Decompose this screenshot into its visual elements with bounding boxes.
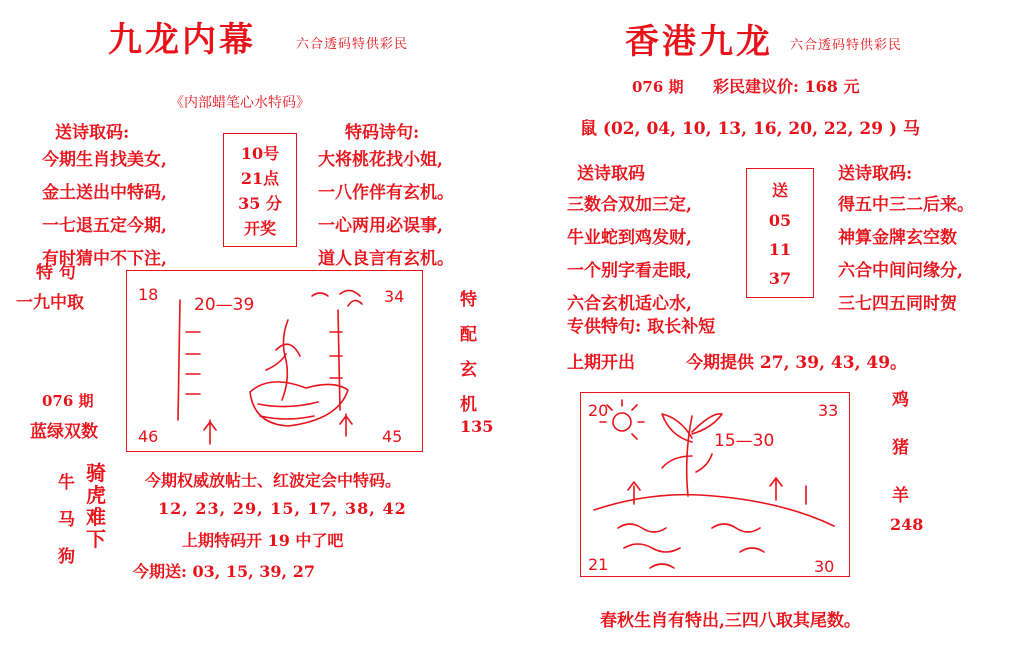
drawing-number: 15—30	[714, 431, 775, 451]
side-zodiac: 鸡	[892, 390, 909, 410]
bold-char: 虎	[86, 483, 106, 507]
right-footer: 春秋生肖有特出,三四八取其尾数。	[600, 611, 861, 631]
left-numbers-line: 12, 23, 29, 15, 17, 38, 42	[158, 499, 407, 518]
zodiac-char: 狗	[58, 547, 75, 567]
right-poem-line: 三数合双加三定,	[567, 195, 692, 215]
right-side-zodiacs	[892, 385, 909, 506]
right-period: 076 期	[632, 78, 684, 96]
drawing-number: 21	[588, 555, 609, 574]
left-color-hint: 蓝绿双数	[30, 422, 98, 442]
left-poem-right-line: 一心两用必误事,	[318, 216, 443, 236]
right-zodiac-line: 鼠 (02, 04, 10, 13, 16, 20, 22, 29 ) 马	[580, 119, 920, 139]
box-line: 05	[768, 211, 792, 230]
drawing-number: 30	[814, 557, 835, 576]
drawing-number: 34	[384, 287, 405, 306]
sun-doodle	[613, 413, 631, 431]
side-char: 玄	[460, 360, 477, 380]
right-poem-line: 一个别字看走眼,	[567, 261, 692, 281]
right-poem-right-line: 神算金牌玄空数	[838, 228, 957, 248]
bold-char: 难	[86, 505, 106, 529]
side-zodiac: 猪	[892, 438, 909, 458]
left-poem	[42, 145, 167, 269]
box-line: 11	[768, 240, 792, 259]
left-poem-right-line: 大将桃花找小姐,	[318, 150, 443, 170]
box-line: 37	[768, 269, 792, 288]
right-price: 彩民建议价: 168 元	[713, 77, 860, 96]
grass-doodle	[628, 478, 806, 504]
right-subtitle: 六合透码特供彩民	[790, 38, 903, 53]
right-side-number: 248	[890, 515, 924, 534]
side-char: 机	[460, 395, 477, 415]
bold-char: 下	[86, 527, 106, 551]
box-line: 开奖	[243, 219, 276, 238]
right-title: 香港九龙	[625, 22, 773, 62]
left-bold-vertical	[86, 462, 106, 550]
drawing-number: 18	[138, 285, 159, 304]
left-poem-right-line: 道人良言有玄机。	[318, 249, 454, 269]
right-special-sentence: 专供特句: 取长补短	[567, 317, 716, 337]
left-vertical-doodle	[178, 300, 200, 420]
left-subtitle: 六合透码特供彩民	[296, 37, 409, 52]
left-special-heading: 特 句	[36, 263, 76, 283]
box-line: 送	[771, 181, 788, 200]
side-char: 特	[460, 290, 477, 310]
basket-doodle	[250, 382, 348, 426]
left-poem-line: 一七退五定今期,	[42, 216, 167, 236]
left-zodiac-column	[58, 468, 75, 567]
left-side-vertical	[460, 285, 477, 415]
left-poem-right-line: 一八作伴有玄机。	[318, 183, 454, 203]
left-poem-line: 今期生肖找美女,	[42, 150, 167, 170]
left-draw-time-box	[223, 133, 297, 247]
right-last-open: 上期开出	[567, 353, 635, 373]
zodiac-char: 牛	[58, 473, 75, 493]
right-poem-line: 六合玄机适心水,	[567, 294, 692, 314]
bold-char: 骑	[86, 461, 106, 485]
flower-stem	[266, 320, 300, 400]
left-doodle-drawing	[126, 270, 423, 452]
drawing-number: 20	[588, 401, 609, 420]
box-line: 10号	[240, 144, 280, 163]
right-poem	[567, 190, 692, 314]
zodiac-char: 马	[58, 510, 75, 530]
right-poem-right-line: 得五中三二后来。	[838, 195, 974, 215]
drawing-number: 33	[818, 401, 839, 420]
left-poem-line: 有时猜中不下注,	[42, 249, 167, 269]
left-last-period: 上期特码开 19 中了吧	[182, 531, 344, 550]
left-bracket-title: 《内部蜡笔心水特码》	[170, 95, 310, 111]
left-poem-right-heading: 特码诗句:	[345, 123, 420, 143]
drawing-number: 20—39	[194, 295, 255, 315]
right-poem-right-heading: 送诗取码:	[838, 164, 913, 184]
right-poem-line: 牛业蛇到鸡发财,	[567, 228, 692, 248]
side-zodiac: 羊	[892, 486, 909, 506]
scribble-doodle	[312, 290, 362, 306]
hill-doodle	[594, 495, 834, 526]
box-line: 35 分	[238, 194, 282, 213]
left-side-number: 135	[460, 417, 494, 436]
right-doodle-drawing	[580, 392, 850, 577]
box-line: 21点	[240, 169, 280, 188]
drawing-number: 46	[138, 427, 159, 446]
left-poem-right	[318, 145, 454, 269]
right-poem-right-line: 三七四五同时贺	[838, 294, 957, 314]
side-char: 配	[460, 325, 477, 345]
right-send-box	[746, 168, 814, 298]
right-offer: 今期提供 27, 39, 43, 49。	[686, 353, 908, 373]
right-poem-heading: 送诗取码	[577, 164, 645, 184]
left-poem-line: 金土送出中特码,	[42, 183, 167, 203]
left-send-line: 今期送: 03, 15, 39, 27	[133, 562, 315, 581]
drawing-number: 45	[382, 427, 403, 446]
right-vertical-doodle	[330, 310, 342, 410]
left-line1: 今期权威放帖士、红波定会中特码。	[145, 471, 402, 490]
water-waves-doodle	[618, 524, 764, 568]
left-title: 九龙内幕	[108, 20, 256, 60]
plant-doodle	[662, 414, 722, 496]
left-poem-heading: 送诗取码:	[55, 123, 130, 143]
right-poem-right	[838, 190, 974, 314]
left-period: 076 期	[42, 392, 94, 410]
left-special-text: 一九中取	[16, 293, 84, 313]
right-poem-right-line: 六合中间问缘分,	[838, 261, 963, 281]
